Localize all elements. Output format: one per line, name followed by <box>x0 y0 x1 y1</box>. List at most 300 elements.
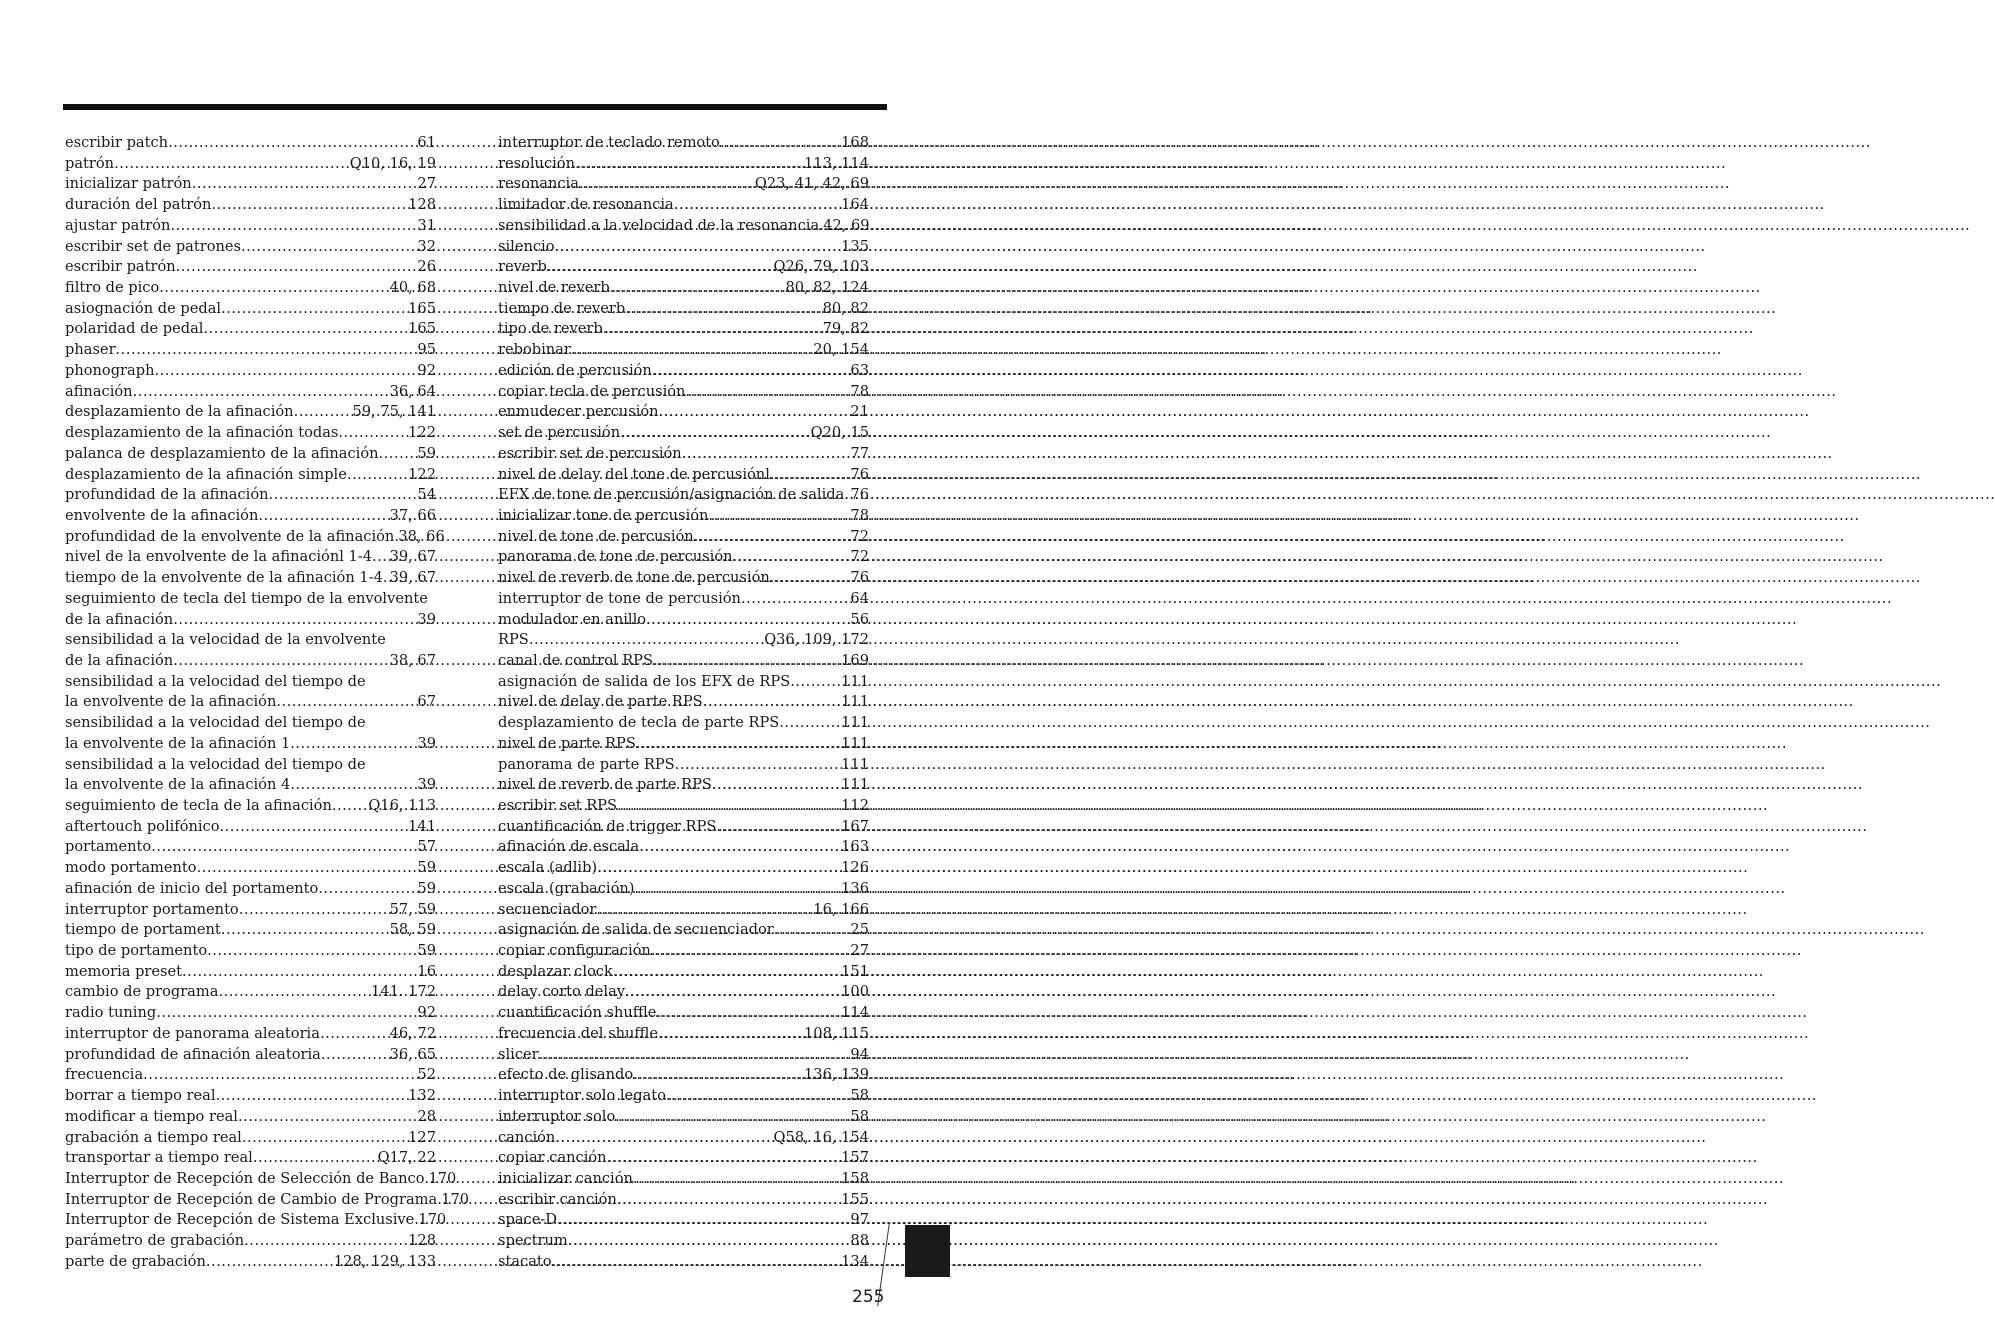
index-entry <box>65 568 436 589</box>
dot-leader <box>290 775 417 796</box>
index-entry <box>498 1086 869 1107</box>
index-pages: 40, 68 <box>389 279 436 297</box>
index-entry <box>498 692 869 713</box>
index-entry <box>65 527 445 548</box>
index-entry <box>65 962 436 983</box>
index-pages: 31 <box>417 216 436 234</box>
index-entry <box>498 1169 869 1190</box>
dot-leader <box>242 1128 408 1149</box>
dot-leader <box>197 858 418 879</box>
index-pages: 80, 82 <box>822 299 869 317</box>
index-pages: 77 <box>850 444 869 462</box>
index-pages: 16 <box>417 962 436 980</box>
index-pages: 128 <box>408 1232 436 1250</box>
index-term: aftertouch polifónico <box>65 817 220 835</box>
index-pages: 78 <box>850 382 869 400</box>
index-term: escala (adlib) <box>498 859 598 877</box>
index-entry <box>498 1065 869 1086</box>
index-entry <box>498 900 869 921</box>
index-term: profundidad de la envolvente de la afinación <box>65 527 395 545</box>
index-pages: 128, 129, 133 <box>333 1252 436 1270</box>
index-entry <box>498 630 869 651</box>
index-entry <box>498 423 869 444</box>
index-pages: 27 <box>850 942 869 960</box>
index-entry <box>65 195 436 216</box>
index-entry <box>498 837 869 858</box>
index-entry <box>65 920 436 941</box>
index-entry <box>498 1148 869 1169</box>
index-entry <box>498 982 869 1003</box>
index-pages: 112 <box>841 797 869 814</box>
dot-leader <box>332 796 368 817</box>
index-term: tipo de portamento <box>65 942 208 960</box>
dot-leader <box>653 651 841 672</box>
index-entry <box>498 1231 869 1252</box>
index-term: silencio <box>498 237 555 255</box>
dot-leader <box>617 1190 841 1211</box>
dot-leader <box>568 1231 851 1252</box>
index-entry <box>65 1024 436 1045</box>
index-pages: 59 <box>417 942 436 960</box>
index-pages: 67 <box>417 693 436 711</box>
index-entry <box>65 216 436 237</box>
dot-leader <box>192 174 418 195</box>
index-term: phonograph <box>65 361 155 379</box>
index-entry <box>498 1003 869 1024</box>
index-term: interruptor de teclado remoto <box>498 134 720 151</box>
index-pages: 58 <box>850 1107 869 1125</box>
index-entry <box>65 465 436 486</box>
index-term: desplazamiento de la afinación simple <box>65 465 347 483</box>
index-pages: 141 <box>408 817 436 835</box>
index-term: resolución <box>498 154 575 172</box>
dot-leader <box>625 299 822 320</box>
index-pages: 21 <box>850 403 869 421</box>
index-term: nivel de la envolvente de la afinaciónl 1-4 <box>65 548 373 566</box>
dot-leader <box>269 485 418 506</box>
index-term: patrón <box>65 154 115 172</box>
dot-leader <box>603 319 823 340</box>
index-pages: 76 <box>850 465 869 483</box>
index-term: desplazar clock <box>498 962 613 980</box>
index-entry <box>65 589 436 610</box>
index-entry <box>498 610 869 631</box>
dot-leader <box>372 547 390 568</box>
dot-leader <box>575 154 804 175</box>
index-pages: 79, 82 <box>822 320 869 338</box>
dot-leader <box>552 1252 842 1273</box>
dot-leader <box>555 1128 773 1149</box>
index-term: portamento <box>65 838 152 856</box>
index-term: afinación de inicio del portamento <box>65 879 319 897</box>
dot-leader <box>610 278 786 299</box>
index-term: nivel de reverb <box>498 279 610 297</box>
dot-leader <box>615 1107 850 1128</box>
index-entry <box>65 1086 436 1107</box>
dot-leader <box>383 568 390 589</box>
index-entry <box>65 1065 436 1086</box>
index-term: inicializar tone de percusión <box>498 506 709 524</box>
index-term: cambio de programa <box>65 983 219 1001</box>
dot-leader <box>720 133 841 154</box>
index-term: seguimiento de tecla del tiempo de la envolvente <box>65 589 428 607</box>
index-pages: 72 <box>850 548 869 566</box>
index-term: profundidad de la afinación <box>65 486 269 504</box>
index-term: EFX de tone de percusión/asignación de salida <box>498 486 845 504</box>
index-term: RPS <box>498 631 529 649</box>
index-entry <box>65 1128 436 1149</box>
dot-leader <box>741 589 850 610</box>
index-pages: 39 <box>417 610 436 628</box>
index-pages: 59, 75, 141 <box>352 403 436 421</box>
index-entry <box>65 1148 436 1169</box>
index-entry <box>65 133 436 154</box>
index-pages: 39 <box>417 734 436 752</box>
dot-leader <box>547 257 774 278</box>
dot-leader <box>675 755 841 776</box>
index-entry <box>65 174 436 195</box>
index-entry <box>65 982 436 1003</box>
index-pages: 72 <box>850 527 869 545</box>
index-entry <box>498 278 869 299</box>
index-term: parámetro de grabación <box>65 1232 245 1250</box>
dot-leader <box>779 713 841 734</box>
index-entry <box>498 962 869 983</box>
index-entry <box>65 879 436 900</box>
index-entry <box>65 1107 436 1128</box>
index-column-left <box>65 133 470 1273</box>
index-term: nivel de delay del tone de percusiónl <box>498 465 770 483</box>
index-entry <box>65 299 436 320</box>
index-pages: 167 <box>841 817 869 835</box>
index-entry <box>65 382 436 403</box>
index-term: frecuencia del shuffle <box>498 1024 659 1042</box>
dot-leader <box>216 1086 409 1107</box>
index-pages: 164 <box>841 196 869 214</box>
index-pages: 57, 59 <box>389 900 436 918</box>
thumb-index-tab <box>905 1225 950 1277</box>
index-entry <box>498 858 869 879</box>
index-term: modificar a tiempo real <box>65 1107 238 1125</box>
index-pages: 92 <box>417 361 436 379</box>
dot-leader <box>320 1024 390 1045</box>
dot-leader <box>276 692 417 713</box>
dot-leader <box>173 651 389 672</box>
index-pages: 111 <box>841 755 869 773</box>
index-pages: 26 <box>417 258 436 276</box>
index-term: duración del patrón <box>65 196 212 214</box>
index-term: limitador de resonancia <box>498 196 674 214</box>
index-term: escribir set RPS <box>498 797 618 814</box>
index-pages: 54 <box>417 486 436 504</box>
index-pages: 64 <box>850 589 869 607</box>
index-entry <box>65 506 436 527</box>
index-entry <box>65 402 436 423</box>
index-entry <box>65 796 436 817</box>
index-entry <box>498 651 869 672</box>
index-entry <box>498 299 869 320</box>
index-pages: 157 <box>841 1149 869 1167</box>
index-pages: 59 <box>417 859 436 877</box>
index-pages: 39, 67 <box>389 569 436 587</box>
dot-leader <box>529 630 764 651</box>
index-entry <box>65 672 436 693</box>
index-entry <box>65 278 436 299</box>
index-entry <box>498 796 869 817</box>
dot-leader <box>133 382 390 403</box>
index-pages: 141. 172 <box>371 983 436 1001</box>
dot-leader <box>651 941 851 962</box>
index-pages: 16, 166 <box>813 900 869 918</box>
dot-leader <box>770 465 851 486</box>
index-term: inicializar patrón <box>65 175 192 193</box>
dot-leader <box>156 1003 417 1024</box>
dot-leader <box>221 920 390 941</box>
index-pages: 170 <box>441 1190 470 1208</box>
index-pages: 111 <box>841 693 869 711</box>
index-pages: 158 <box>841 1169 869 1187</box>
index-pages: 136 <box>841 879 869 897</box>
index-term: sensibilidad a la velocidad del tiempo de <box>65 755 366 773</box>
dot-leader <box>571 340 813 361</box>
index-pages: 56 <box>850 610 869 628</box>
index-term: radio tuning <box>65 1004 157 1022</box>
index-entry <box>498 672 869 693</box>
index-term: stacato <box>498 1252 552 1270</box>
dot-leader <box>253 1148 378 1169</box>
index-term: tiempo de la envolvente de la afinación 1-4 <box>65 569 383 587</box>
index-pages: 37, 66 <box>389 506 436 524</box>
index-entry <box>65 692 436 713</box>
dot-leader <box>607 1148 842 1169</box>
dot-leader <box>170 216 417 237</box>
dot-leader <box>116 340 418 361</box>
index-entry <box>65 547 436 568</box>
index-entry <box>65 319 436 340</box>
index-entry <box>498 237 869 258</box>
index-pages: Q16, 113 <box>368 797 436 814</box>
index-entry <box>65 1252 436 1273</box>
index-entry <box>498 257 869 278</box>
dot-leader <box>652 361 851 382</box>
index-term: seguimiento de tecla de la afinación <box>65 797 332 814</box>
index-pages: 61 <box>417 134 436 151</box>
index-term: desplazamiento de la afinación <box>65 403 294 421</box>
index-term: escribir set de percusión <box>498 444 682 462</box>
index-term: sensibilidad a la velocidad de la envolvente <box>65 631 386 649</box>
dot-leader <box>379 444 418 465</box>
index-term: transportar a tiempo real <box>65 1149 253 1167</box>
dot-leader <box>694 527 851 548</box>
dot-leader <box>294 402 353 423</box>
index-entry <box>65 340 436 361</box>
index-term: escribir patrón <box>65 258 176 276</box>
dot-leader <box>221 299 408 320</box>
dot-leader <box>241 237 417 258</box>
index-term: escribir canción <box>498 1190 617 1208</box>
index-entry <box>498 382 869 403</box>
dot-leader <box>318 879 417 900</box>
index-pages: 122 <box>408 424 436 442</box>
index-pages: 155 <box>841 1190 869 1208</box>
index-entry <box>65 1210 447 1231</box>
index-entry <box>65 237 436 258</box>
index-entry <box>498 402 869 423</box>
index-entry <box>65 630 436 651</box>
dot-leader <box>770 568 851 589</box>
index-entry <box>65 713 436 734</box>
index-entry <box>65 444 436 465</box>
dot-leader <box>159 278 389 299</box>
dot-leader <box>182 962 417 983</box>
dot-leader <box>321 1045 390 1066</box>
index-entry <box>65 257 436 278</box>
index-pages: 122 <box>408 465 436 483</box>
index-term: spectrum <box>498 1232 568 1250</box>
index-entry <box>498 154 869 175</box>
index-entry <box>498 506 869 527</box>
dot-leader <box>338 423 408 444</box>
index-entry <box>498 568 869 589</box>
index-pages: Q10, 16, 19 <box>349 154 436 172</box>
index-pages: 100 <box>841 983 869 1001</box>
index-column-right <box>498 133 869 1273</box>
index-entry <box>498 755 869 776</box>
index-pages: 57 <box>417 838 436 856</box>
index-term: escribir patch <box>65 134 169 151</box>
index-pages: 128 <box>408 196 436 214</box>
index-term: asignación de salida de secuenciador <box>498 921 774 939</box>
index-pages: Q17, 22 <box>377 1149 436 1167</box>
dot-leader <box>239 900 390 921</box>
index-pages: 38, 66 <box>398 527 445 545</box>
index-pages: 59 <box>417 879 436 897</box>
index-term: phaser <box>65 341 116 359</box>
index-term: efecto de glisando <box>498 1066 634 1084</box>
index-term: nivel de reverb de parte RPS <box>498 776 712 794</box>
index-term: panorama de tone de percusión <box>498 548 733 566</box>
index-term: interruptor solo <box>498 1107 616 1125</box>
index-entry <box>498 465 869 486</box>
index-term: escala (grabación) <box>498 879 635 897</box>
index-pages: 126 <box>841 859 869 877</box>
dot-leader <box>733 547 851 568</box>
dot-leader <box>774 920 851 941</box>
index-entry <box>498 589 869 610</box>
index-term: copiar configuración <box>498 942 651 960</box>
dot-leader <box>290 734 417 755</box>
index-pages: 136, 139 <box>804 1066 869 1084</box>
index-pages: 95 <box>417 341 436 359</box>
dot-leader <box>685 382 850 403</box>
index-term: interruptor de tone de percusión <box>498 589 741 607</box>
dot-leader <box>539 1045 851 1066</box>
dot-leader <box>347 465 408 486</box>
index-entry <box>498 1128 869 1149</box>
index-pages: 92 <box>417 1004 436 1022</box>
dot-leader <box>708 506 850 527</box>
index-pages: 108, 115 <box>804 1024 869 1042</box>
index-entry <box>498 1210 869 1231</box>
index-entry <box>498 547 869 568</box>
index-entry <box>65 734 436 755</box>
index-entry <box>498 527 869 548</box>
index-term: filtro de pico <box>65 279 160 297</box>
index-term: sensibilidad a la velocidad de la resonancia <box>498 216 820 234</box>
dot-leader <box>151 837 417 858</box>
index-term: Interruptor de Recepción de Cambio de Programa <box>65 1190 438 1208</box>
index-entry <box>65 858 436 879</box>
index-term: de la afinación <box>65 651 174 669</box>
index-entry <box>65 361 436 382</box>
dot-leader <box>597 858 841 879</box>
index-pages: 132 <box>408 1087 436 1105</box>
index-pages: 111 <box>841 776 869 794</box>
index-term: nivel de delay de parte RPS <box>498 693 703 711</box>
dot-leader <box>206 1252 334 1273</box>
dot-leader <box>659 402 851 423</box>
index-pages: 165 <box>408 299 436 317</box>
index-term: desplazamiento de tecla de parte RPS <box>498 714 780 732</box>
index-pages: 36, 65 <box>389 1045 436 1063</box>
dot-leader <box>203 319 408 340</box>
dot-leader <box>666 1086 851 1107</box>
index-pages: 76 <box>850 486 869 504</box>
dot-leader <box>596 900 813 921</box>
dot-leader <box>220 817 409 838</box>
index-entry <box>498 713 869 734</box>
index-term: nivel de tone de percusión <box>498 527 694 545</box>
dot-leader <box>114 154 350 175</box>
dot-leader <box>173 610 417 631</box>
index-entry <box>498 775 869 796</box>
dot-leader <box>258 506 389 527</box>
index-term: delay corto delay <box>498 983 626 1001</box>
index-pages: 52 <box>417 1066 436 1084</box>
index-term: escribir set de patrones <box>65 237 242 255</box>
dot-leader <box>238 1107 417 1128</box>
index-term: afinación <box>65 382 133 400</box>
index-term: copiar canción <box>498 1149 607 1167</box>
index-term: Interruptor de Recepción de Sistema Exclusive <box>65 1211 415 1229</box>
dot-leader <box>579 174 755 195</box>
index-term: inicializar canción <box>498 1169 633 1187</box>
index-term: panorama de parte RPS <box>498 755 675 773</box>
index-pages: 58, 59 <box>389 921 436 939</box>
index-entry <box>498 734 869 755</box>
index-entry <box>65 1169 457 1190</box>
index-pages: 20, 154 <box>813 341 869 359</box>
dot-leader <box>716 817 841 838</box>
index-term: la envolvente de la afinación <box>65 693 277 711</box>
index-term: interruptor de panorama aleatoria <box>65 1024 320 1042</box>
index-pages: 76 <box>850 569 869 587</box>
dot-leader <box>703 692 841 713</box>
dot-leader <box>557 1210 850 1231</box>
index-entry <box>498 319 869 340</box>
index-entry <box>65 423 436 444</box>
dot-leader <box>168 133 417 154</box>
index-entry <box>65 1003 436 1024</box>
index-term: nivel de parte RPS <box>498 734 636 752</box>
index-term: envolvente de la afinación <box>65 506 259 524</box>
index-pages: 58 <box>850 1087 869 1105</box>
index-term: tiempo de portament <box>65 921 221 939</box>
index-entry <box>498 174 869 195</box>
index-term: grabación a tiempo real <box>65 1128 242 1146</box>
index-pages: 78 <box>850 506 869 524</box>
index-entry <box>498 941 869 962</box>
